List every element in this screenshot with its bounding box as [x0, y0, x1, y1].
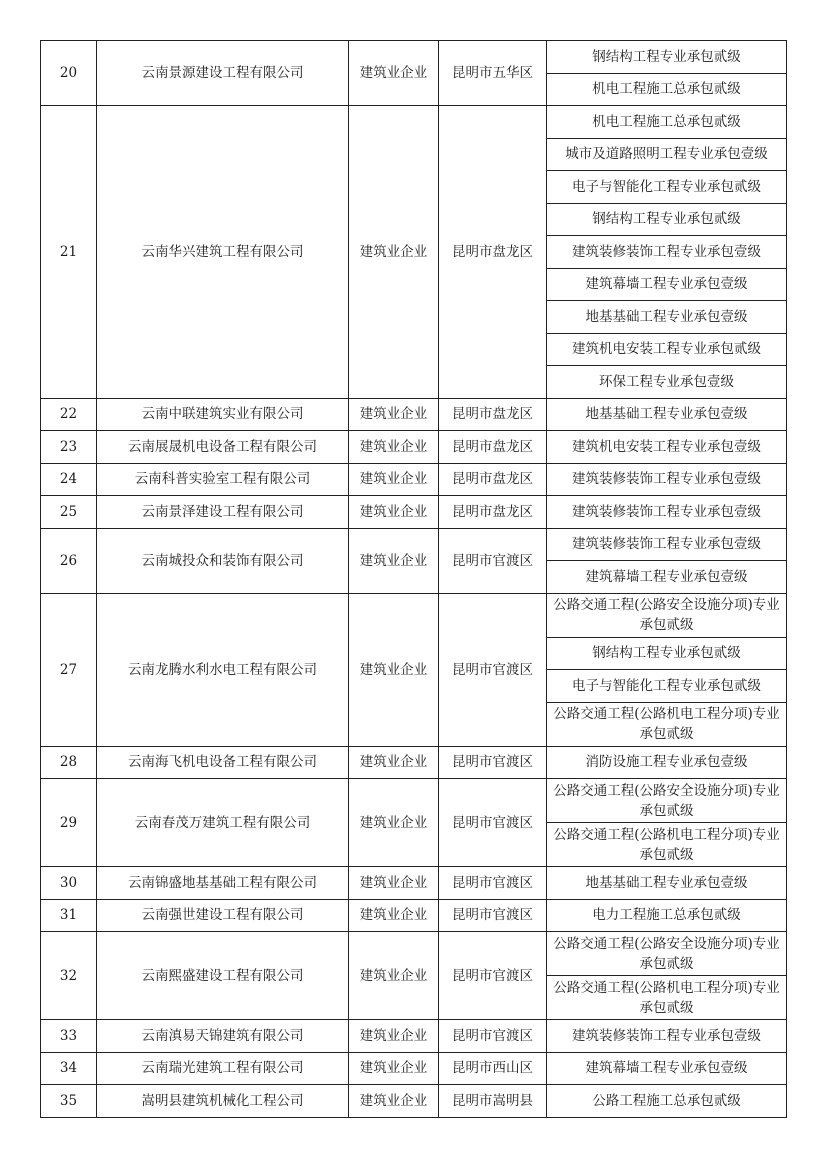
qualification-cell: 建筑幕墙工程专业承包壹级 — [547, 561, 787, 594]
table-row — [41, 932, 787, 976]
table-row — [41, 899, 787, 932]
company-name-cell: 云南锦盛地基基础工程有限公司 — [97, 867, 349, 900]
table-row — [41, 528, 787, 561]
qualification-cell: 公路交通工程(公路安全设施分项)专业承包贰级 — [547, 779, 787, 823]
table-row — [41, 1020, 787, 1053]
region-cell: 昆明市官渡区 — [439, 1020, 547, 1053]
enterprise-type-cell: 建筑业企业 — [349, 463, 439, 496]
qualification-cell: 电子与智能化工程专业承包贰级 — [547, 670, 787, 703]
enterprise-type-cell: 建筑业企业 — [349, 899, 439, 932]
qualification-cell: 钢结构工程专业承包贰级 — [547, 203, 787, 236]
company-name-cell: 云南滇易天锦建筑有限公司 — [97, 1020, 349, 1053]
enterprise-type-cell: 建筑业企业 — [349, 779, 439, 867]
qualification-cell: 建筑机电安装工程专业承包贰级 — [547, 333, 787, 366]
qualification-cell: 钢结构工程专业承包贰级 — [547, 41, 787, 74]
qualification-cell: 建筑幕墙工程专业承包壹级 — [547, 268, 787, 301]
region-cell: 昆明市五华区 — [439, 41, 547, 106]
row-number-cell: 27 — [41, 593, 97, 746]
qualification-cell: 公路交通工程(公路安全设施分项)专业承包贰级 — [547, 932, 787, 976]
company-name-cell: 云南海飞机电设备工程有限公司 — [97, 746, 349, 779]
table-body — [41, 41, 787, 1118]
region-cell: 昆明市盘龙区 — [439, 106, 547, 399]
company-name-cell: 云南中联建筑实业有限公司 — [97, 398, 349, 431]
region-cell: 昆明市官渡区 — [439, 779, 547, 867]
company-name-cell: 嵩明县建筑机械化工程公司 — [97, 1085, 349, 1118]
region-cell: 昆明市西山区 — [439, 1052, 547, 1085]
company-name-cell: 云南华兴建筑工程有限公司 — [97, 106, 349, 399]
qualification-cell: 钢结构工程专业承包贰级 — [547, 637, 787, 670]
company-name-cell: 云南景泽建设工程有限公司 — [97, 496, 349, 529]
qualification-cell: 地基基础工程专业承包壹级 — [547, 867, 787, 900]
table-row — [41, 496, 787, 529]
qualification-cell: 公路工程施工总承包贰级 — [547, 1085, 787, 1118]
table-row — [41, 867, 787, 900]
enterprise-type-cell: 建筑业企业 — [349, 431, 439, 464]
qualification-cell: 环保工程专业承包壹级 — [547, 366, 787, 399]
row-number-cell: 26 — [41, 528, 97, 593]
table-row — [41, 746, 787, 779]
table-row — [41, 1052, 787, 1085]
qualification-cell: 建筑幕墙工程专业承包壹级 — [547, 1052, 787, 1085]
table-row — [41, 41, 787, 74]
qualification-table — [40, 40, 787, 1118]
table-row — [41, 398, 787, 431]
enterprise-type-cell: 建筑业企业 — [349, 746, 439, 779]
company-name-cell: 云南城投众和装饰有限公司 — [97, 528, 349, 593]
region-cell: 昆明市盘龙区 — [439, 463, 547, 496]
qualification-cell: 公路交通工程(公路安全设施分项)专业承包贰级 — [547, 593, 787, 637]
table-row — [41, 593, 787, 637]
qualification-cell: 建筑装修装饰工程专业承包壹级 — [547, 528, 787, 561]
enterprise-type-cell: 建筑业企业 — [349, 106, 439, 399]
region-cell: 昆明市官渡区 — [439, 593, 547, 746]
row-number-cell: 32 — [41, 932, 97, 1020]
table-row — [41, 779, 787, 823]
row-number-cell: 28 — [41, 746, 97, 779]
row-number-cell: 21 — [41, 106, 97, 399]
enterprise-type-cell: 建筑业企业 — [349, 932, 439, 1020]
enterprise-type-cell: 建筑业企业 — [349, 398, 439, 431]
region-cell: 昆明市盘龙区 — [439, 431, 547, 464]
qualification-cell: 电力工程施工总承包贰级 — [547, 899, 787, 932]
row-number-cell: 25 — [41, 496, 97, 529]
region-cell: 昆明市官渡区 — [439, 528, 547, 593]
table-row — [41, 1085, 787, 1118]
qualification-cell: 公路交通工程(公路机电工程分项)专业承包贰级 — [547, 823, 787, 867]
region-cell: 昆明市官渡区 — [439, 899, 547, 932]
qualification-cell: 机电工程施工总承包贰级 — [547, 73, 787, 106]
enterprise-type-cell: 建筑业企业 — [349, 496, 439, 529]
row-number-cell: 20 — [41, 41, 97, 106]
region-cell: 昆明市嵩明县 — [439, 1085, 547, 1118]
company-name-cell: 云南龙腾水利水电工程有限公司 — [97, 593, 349, 746]
row-number-cell: 23 — [41, 431, 97, 464]
company-name-cell: 云南春茂万建筑工程有限公司 — [97, 779, 349, 867]
company-name-cell: 云南景源建设工程有限公司 — [97, 41, 349, 106]
region-cell: 昆明市官渡区 — [439, 932, 547, 1020]
region-cell: 昆明市官渡区 — [439, 746, 547, 779]
company-name-cell: 云南强世建设工程有限公司 — [97, 899, 349, 932]
row-number-cell: 33 — [41, 1020, 97, 1053]
enterprise-type-cell: 建筑业企业 — [349, 41, 439, 106]
qualification-cell: 地基基础工程专业承包壹级 — [547, 301, 787, 334]
qualification-cell: 电子与智能化工程专业承包贰级 — [547, 171, 787, 204]
qualification-cell: 建筑装修装饰工程专业承包壹级 — [547, 463, 787, 496]
qualification-cell: 建筑装修装饰工程专业承包壹级 — [547, 496, 787, 529]
region-cell: 昆明市官渡区 — [439, 867, 547, 900]
row-number-cell: 22 — [41, 398, 97, 431]
enterprise-type-cell: 建筑业企业 — [349, 528, 439, 593]
row-number-cell: 31 — [41, 899, 97, 932]
qualification-cell: 公路交通工程(公路机电工程分项)专业承包贰级 — [547, 976, 787, 1020]
row-number-cell: 35 — [41, 1085, 97, 1118]
qualification-cell: 城市及道路照明工程专业承包壹级 — [547, 138, 787, 171]
region-cell: 昆明市盘龙区 — [439, 496, 547, 529]
enterprise-type-cell: 建筑业企业 — [349, 593, 439, 746]
table-row — [41, 463, 787, 496]
company-name-cell: 云南展晟机电设备工程有限公司 — [97, 431, 349, 464]
row-number-cell: 34 — [41, 1052, 97, 1085]
company-name-cell: 云南熙盛建设工程有限公司 — [97, 932, 349, 1020]
qualification-cell: 公路交通工程(公路机电工程分项)专业承包贰级 — [547, 702, 787, 746]
qualification-cell: 机电工程施工总承包贰级 — [547, 106, 787, 139]
qualification-cell: 建筑装修装饰工程专业承包壹级 — [547, 236, 787, 269]
qualification-cell: 地基基础工程专业承包壹级 — [547, 398, 787, 431]
row-number-cell: 29 — [41, 779, 97, 867]
qualification-cell: 消防设施工程专业承包壹级 — [547, 746, 787, 779]
table-row — [41, 431, 787, 464]
enterprise-type-cell: 建筑业企业 — [349, 867, 439, 900]
row-number-cell: 30 — [41, 867, 97, 900]
qualification-cell: 建筑装修装饰工程专业承包壹级 — [547, 1020, 787, 1053]
company-name-cell: 云南科普实验室工程有限公司 — [97, 463, 349, 496]
enterprise-type-cell: 建筑业企业 — [349, 1020, 439, 1053]
enterprise-type-cell: 建筑业企业 — [349, 1085, 439, 1118]
qualification-cell: 建筑机电安装工程专业承包壹级 — [547, 431, 787, 464]
company-name-cell: 云南瑞光建筑工程有限公司 — [97, 1052, 349, 1085]
table-row — [41, 106, 787, 139]
region-cell: 昆明市盘龙区 — [439, 398, 547, 431]
row-number-cell: 24 — [41, 463, 97, 496]
enterprise-type-cell: 建筑业企业 — [349, 1052, 439, 1085]
